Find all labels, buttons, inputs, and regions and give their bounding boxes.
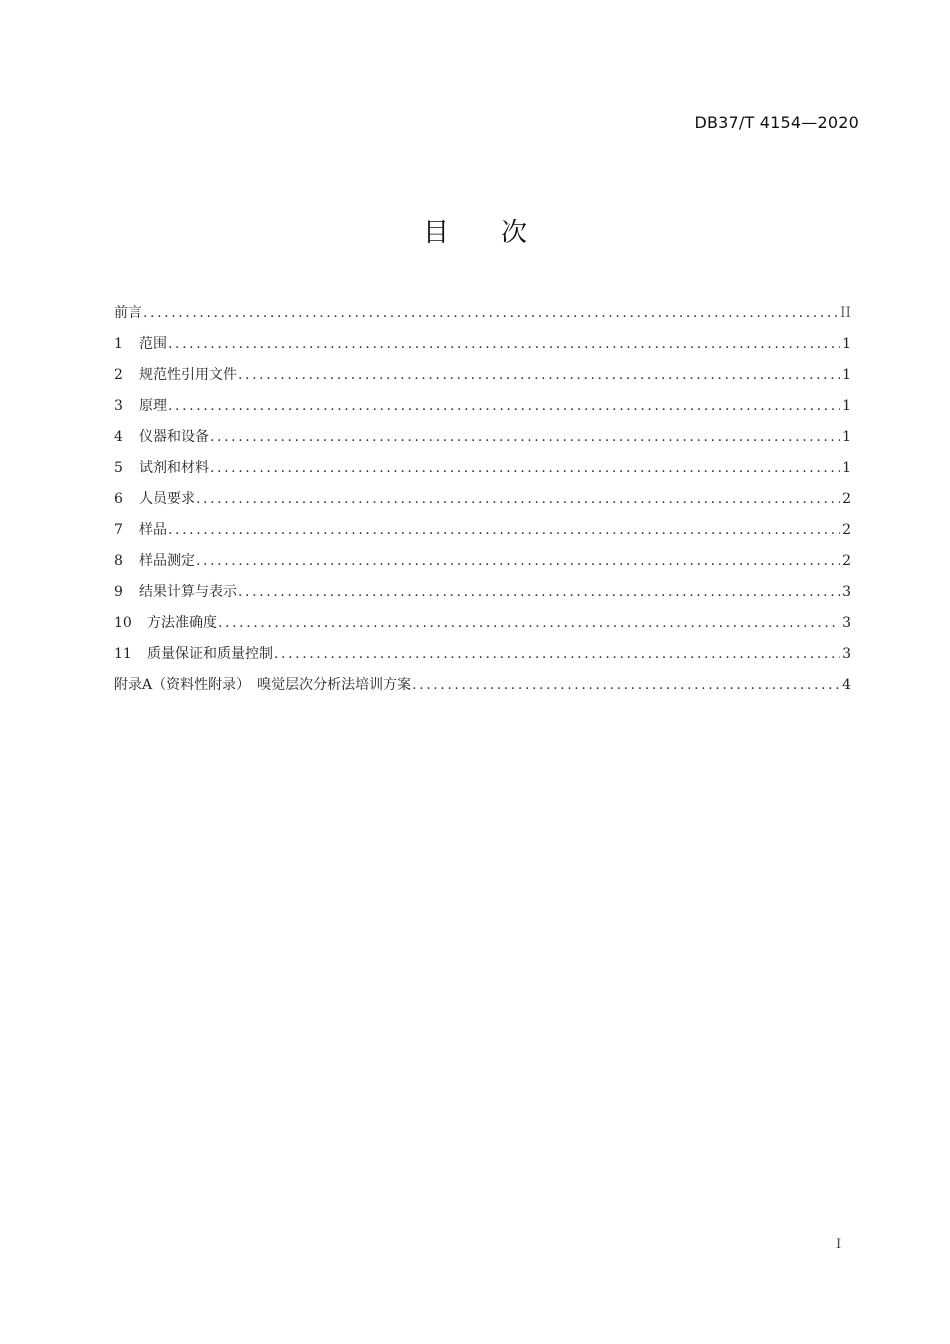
toc-item-page: 2: [842, 522, 851, 538]
toc-item-number: 6: [114, 491, 123, 507]
toc-item-label: 范围: [139, 336, 167, 352]
toc-item-label: 样品测定: [139, 553, 195, 569]
toc-item-page: II: [839, 305, 851, 321]
toc-item-normative-references[interactable]: [114, 360, 851, 391]
toc-item-appendix-a[interactable]: [114, 670, 851, 701]
dot-leader: [143, 298, 838, 329]
toc-item-page: 3: [842, 584, 851, 600]
toc-item-sample-determination[interactable]: [114, 546, 851, 577]
toc-item-label: 试剂和材料: [139, 460, 209, 476]
toc-item-label: 质量保证和质量控制: [147, 646, 273, 662]
toc-item-samples[interactable]: [114, 515, 851, 546]
dot-leader: [238, 360, 840, 391]
toc-item-label: 样品: [139, 522, 167, 538]
toc-item-number: 3: [114, 398, 123, 414]
toc-item-page: 3: [842, 646, 851, 662]
page-number: I: [836, 1237, 842, 1252]
toc-item-number: 5: [114, 460, 123, 476]
toc-item-label: 仪器和设备: [139, 429, 209, 445]
toc-item-page: 1: [842, 429, 851, 445]
toc-item-number: 4: [114, 429, 123, 445]
toc-item-page: 4: [842, 677, 851, 693]
toc-item-page: 2: [842, 553, 851, 569]
page-title: [0, 212, 950, 249]
toc-item-label: 原理: [139, 398, 167, 414]
dot-leader: [412, 670, 840, 701]
toc-item-page: 1: [842, 367, 851, 383]
dot-leader: [196, 546, 840, 577]
toc-item-number: 10: [114, 615, 132, 631]
toc-item-reagents[interactable]: [114, 453, 851, 484]
title-char-2: 次: [501, 218, 528, 248]
toc-item-number: 7: [114, 522, 123, 538]
toc-item-scope[interactable]: [114, 329, 851, 360]
dot-leader: [274, 639, 840, 670]
toc-item-accuracy[interactable]: [114, 608, 851, 639]
toc-item-principle[interactable]: [114, 391, 851, 422]
toc-item-personnel[interactable]: [114, 484, 851, 515]
dot-leader: [218, 608, 840, 639]
dot-leader: [196, 484, 840, 515]
toc-item-number: 8: [114, 553, 123, 569]
toc-item-quality-assurance[interactable]: [114, 639, 851, 670]
dot-leader: [238, 577, 840, 608]
toc-item-label: 人员要求: [139, 491, 195, 507]
toc-item-page: 1: [842, 398, 851, 414]
document-code: DB37/T 4154—2020: [694, 113, 859, 132]
toc-item-label: 方法准确度: [147, 615, 217, 631]
toc-item-foreword[interactable]: [114, 298, 851, 329]
toc-item-number: 9: [114, 584, 123, 600]
toc-item-label: 前言: [114, 305, 142, 321]
toc-item-apparatus[interactable]: [114, 422, 851, 453]
title-char-1: 目: [422, 218, 449, 248]
dot-leader: [210, 453, 840, 484]
toc-item-page: 1: [842, 336, 851, 352]
toc-item-number: 1: [114, 336, 123, 352]
table-of-contents: [114, 298, 851, 701]
toc-item-number: 11: [114, 646, 132, 662]
dot-leader: [168, 391, 840, 422]
toc-item-label: 结果计算与表示: [139, 584, 237, 600]
toc-item-page: 2: [842, 491, 851, 507]
toc-item-page: 1: [842, 460, 851, 476]
toc-item-label: 规范性引用文件: [139, 367, 237, 383]
toc-item-calculation[interactable]: [114, 577, 851, 608]
toc-item-page: 3: [842, 615, 851, 631]
dot-leader: [168, 329, 840, 360]
dot-leader: [210, 422, 840, 453]
toc-item-number: 2: [114, 367, 123, 383]
dot-leader: [168, 515, 840, 546]
toc-item-label: 附录A（资料性附录） 嗅觉层次分析法培训方案: [114, 677, 412, 693]
